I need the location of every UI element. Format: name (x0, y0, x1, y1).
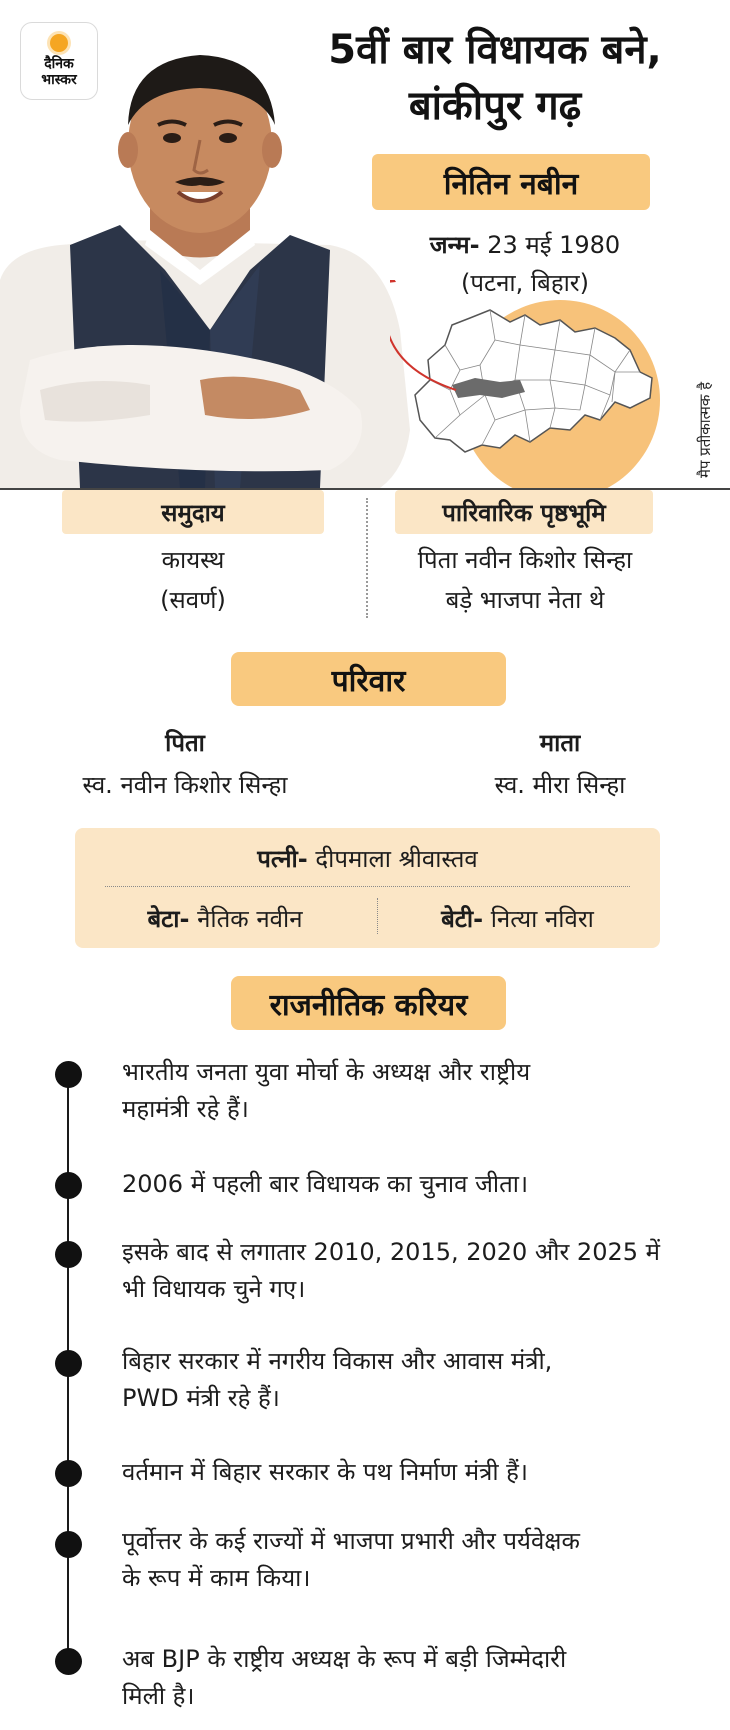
mother-role: माता (539, 729, 581, 757)
career-item (122, 1054, 712, 1128)
career-item (122, 1343, 712, 1417)
headline-line-1: 5वीं बार विधायक बने, (328, 27, 662, 73)
career-item-line-2: मिली है। (122, 1682, 195, 1710)
bihar-map (390, 280, 690, 490)
dotted-separator (105, 886, 630, 887)
timeline-dot (55, 1241, 82, 1268)
daughter-name: नित्या नविरा (490, 905, 594, 933)
vertical-dotted-divider (366, 498, 368, 618)
family-background-label: पारिवारिक पृष्ठभूमि (395, 490, 653, 534)
career-item-line-1: बिहार सरकार में नगरीय विकास और आवास मंत्री, (122, 1347, 553, 1375)
career-item (122, 1454, 712, 1491)
family-section-title: परिवार (231, 652, 506, 706)
career-item (122, 1234, 712, 1308)
daughter-info (375, 902, 660, 935)
community-label: समुदाय (62, 490, 324, 534)
son-info (95, 902, 355, 935)
career-item-line-1: भारतीय जनता युवा मोर्चा के अध्यक्ष और राष्ट्रीय (122, 1058, 531, 1086)
timeline-dot (55, 1350, 82, 1377)
daughter-label: बेटी- (441, 905, 484, 933)
arrow-head-icon (390, 280, 396, 283)
mother-name: स्व. मीरा सिन्हा (494, 771, 626, 799)
timeline-dot (55, 1172, 82, 1199)
headline (270, 22, 720, 134)
family-background-text (375, 540, 675, 620)
community-text (62, 540, 324, 620)
timeline-dot (55, 1061, 82, 1088)
headline-line-2: बांकीपुर गढ़ (408, 83, 582, 129)
career-item (122, 1166, 712, 1203)
career-item-line-1: वर्तमान में बिहार सरकार के पथ निर्माण मंत्री हैं। (122, 1458, 529, 1486)
community-line-2: (सवर्ण) (160, 586, 226, 614)
timeline-dot (55, 1531, 82, 1558)
father-info (40, 722, 330, 806)
wife-info (75, 842, 660, 875)
career-item-line-1: 2006 में पहली बार विधायक का चुनाव जीता। (122, 1170, 529, 1198)
birth-date: 23 मई 1980 (487, 231, 621, 259)
timeline-dot (55, 1648, 82, 1675)
family-background-line-1: पिता नवीन किशोर सिन्हा (417, 546, 633, 574)
wife-label: पत्नी- (257, 845, 308, 873)
career-item-line-2: PWD मंत्री रहे हैं। (122, 1384, 280, 1412)
career-section-title: राजनीतिक करियर (231, 976, 506, 1030)
logo-line-2: भास्कर (41, 72, 77, 88)
mother-info (425, 722, 695, 806)
son-label: बेटा- (147, 905, 190, 933)
career-item-line-2: के रूप में काम किया। (122, 1564, 311, 1592)
map-disclaimer (690, 320, 718, 480)
career-item-line-1: अब BJP के राष्ट्रीय अध्यक्ष के रूप में बड़ी जिम्मेदारी (122, 1645, 567, 1673)
map-disclaimer-text: मैप प्रतीकात्मक है (696, 381, 714, 478)
career-item (122, 1523, 712, 1597)
birth-label: जन्म- (429, 231, 480, 259)
community-line-1: कायस्थ (161, 546, 225, 574)
timeline-dot (55, 1460, 82, 1487)
spouse-children-box (75, 828, 660, 948)
career-item-line-1: पूर्वोत्तर के कई राज्यों में भाजपा प्रभारी और पर्यवेक्षक (122, 1527, 580, 1555)
career-item-line-2: महामंत्री रहे हैं। (122, 1095, 249, 1123)
birth-place: (पटना, बिहार) (461, 269, 589, 297)
father-role: पिता (165, 729, 205, 757)
logo-line-1: दैनिक (44, 56, 74, 72)
career-item-line-2: भी विधायक चुने गए। (122, 1275, 306, 1303)
name-banner: नितिन नबीन (372, 154, 650, 210)
father-name: स्व. नवीन किशोर सिन्हा (82, 771, 288, 799)
son-name: नैतिक नवीन (197, 905, 303, 933)
career-item-line-1: इसके बाद से लगातार 2010, 2015, 2020 और 2025 में (122, 1238, 660, 1266)
family-background-line-2: बड़े भाजपा नेता थे (445, 586, 605, 614)
career-item (122, 1641, 712, 1715)
wife-name: दीपमाला श्रीवास्तव (315, 845, 478, 873)
